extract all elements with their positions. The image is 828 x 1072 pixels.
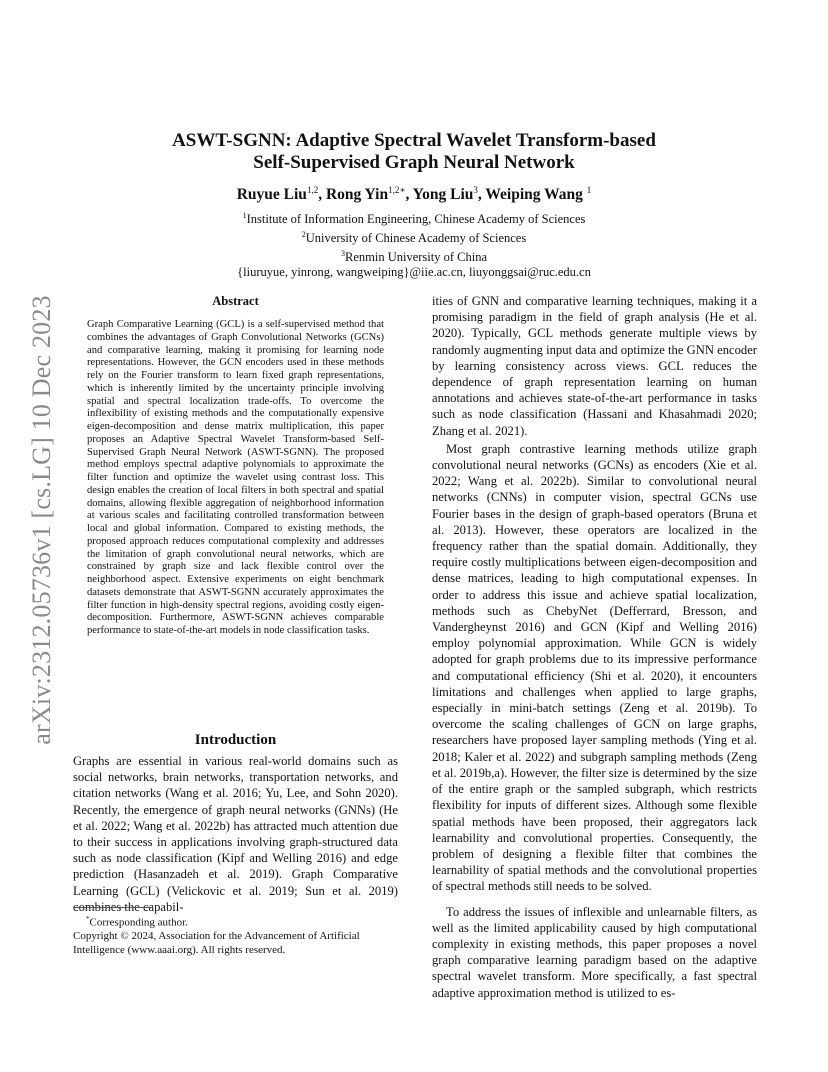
introduction-body (73, 753, 398, 915)
paper-title-line-1: ASWT-SGNN: Adaptive Spectral Wavelet Transform-based (172, 130, 656, 151)
affiliation-list (100, 208, 728, 280)
author-separator: , (318, 186, 326, 204)
author-separator: , (405, 186, 413, 204)
arxiv-identifier: arXiv:2312.05736v1 [cs.LG] 10 Dec 2023 (27, 295, 56, 745)
author-affiliation-mark: 1,2∗ (388, 185, 406, 195)
footnote-mark: * (86, 915, 90, 923)
author-affiliation-mark: 3 (473, 185, 478, 195)
affiliation-line (100, 208, 728, 227)
abstract-heading: Abstract (212, 294, 259, 308)
introduction-heading: Introduction (194, 732, 277, 748)
affiliation-text: University of Chinese Academy of Sciences (305, 231, 527, 246)
footnote-rule (73, 907, 153, 908)
right-column-body (432, 293, 757, 1001)
author-list (100, 185, 728, 204)
affiliation-mark: 3 (341, 249, 345, 259)
abstract-body (87, 319, 384, 638)
affiliation-text: Institute of Information Engineering, Chinese Academy of Sciences (246, 212, 586, 227)
arxiv-identifier-sidebar (22, 285, 62, 755)
paper-title (100, 130, 728, 174)
contact-emails: {liuruyue, yinrong, wangweiping}@iie.ac.cn, liuyonggsai@ruc.edu.cn (237, 265, 591, 280)
author-name: Yong Liu (412, 186, 474, 204)
author-name: Rong Yin (325, 186, 389, 204)
introduction-paragraph: Graphs are essential in various real-world domains such as social networks, brain networks, transportation networks, and citation networks (Wang et al. 2016; Yu, Lee, and Sohn 2020). Recently, the emergence of graph neural networks (GNNs) (He et al. 2022; Wang et al. 2022b) has attracted much attention due to their success in applications involving graph-structured data such as node classification (Kipf and Welling 2016) and edge prediction (Hasanzadeh et al. 2019). Graph Comparative Learning (GCL) (Velickovic et al. 2019; Sun et al. 2019) combines the capabil- (73, 754, 398, 914)
corresponding-author-text: Corresponding author. (89, 916, 188, 929)
footnote (73, 913, 398, 957)
copyright-notice: Copyright © 2024, Association for the Advancement of Artificial Intelligence (www.aaai.org). All rights reserved. (73, 930, 360, 956)
affiliation-line (100, 227, 728, 246)
author-name: Weiping Wang (485, 186, 587, 204)
affiliation-text: Renmin University of China (345, 250, 487, 265)
abstract-text: Graph Comparative Learning (GCL) is a self-supervised method that combines the advantages of Graph Convolutional Networks (GCNs) and comparative learning, making it promising for learning node representations. However, the GCN encoders used in these methods rely on the Fourier transform to learn fixed graph representations, which is inherently limited by the uncertainty principle involving spatial and spectral localization trade-offs. To overcome the inflexibility of existing methods and the computationally expensive eigen-decomposition and dense matrix multiplication, this paper proposes an Adaptive Spectral Wavelet Transform-based Self-Supervised Graph Neural Network (ASWT-SGNN). The proposed method employs spectral adaptive polynomials to approximate the filter function and optimize the wavelet using contrast loss. This design enables the creation of local filters in both spectral and spatial domains, allowing flexible aggregation of neighborhood information at various scales and facilitating controlled transformation between local and global information. Compared to existing methods, the proposed approach reduces computational complexity and addresses the limitation of graph convolutional neural networks, which are constrained by graph size and lack flexible control over the neighborhood aspect. Extensive experiments on eight benchmark datasets demonstrate that ASWT-SGNN accurately approximates the filter function in high-density spectral regions, avoiding costly eigen-decomposition. Furthermore, ASWT-SGNN achieves comparable performance to state-of-the-art models in node classification tasks. (87, 319, 384, 636)
paper-title-line-2: Self-Supervised Graph Neural Network (253, 152, 575, 173)
affiliation-mark: 1 (242, 211, 247, 220)
affiliation-mark: 2 (301, 230, 306, 240)
affiliation-line (100, 246, 728, 265)
author-name: Ruyue Liu (236, 186, 307, 204)
author-affiliation-mark: 1,2 (306, 185, 319, 195)
author-affiliation-mark: 1 (586, 185, 592, 195)
corresponding-author-note (73, 913, 398, 930)
author-separator: , (477, 186, 486, 204)
body-paragraph: ities of GNN and comparative learning techniques, making it a promising paradigm in the field of graph analysis (He et al. 2020). Typically, GCL methods generate multiple views by randomly augmenting input data and optimize the GNN encoder by learning consistency across views. GCL reduces the dependence of graph representation learning on human annotations and achieves state-of-the-art performance in tasks such as node classification (Hassani and Khasahmadi 2020; Zhang et al. 2021). (432, 294, 757, 438)
body-paragraph: Most graph contrastive learning methods utilize graph convolutional neural networks (GCNs) as encoders (Xie et al. 2022; Wang et al. 2022b). Similar to convolutional neural networks (CNNs) in computer vision, spectral GCNs use Fourier bases in the design of graph-based operators (Bruna et al. 2013). However, these operators are localized in the frequency rather than the spatial domain. Additionally, they require costly multiplications between eigen-decomposition and dense matrices, leading to high computational expenses. In order to address this issue and achieve spatial localization, methods such as ChebyNet (Defferrard, Bresson, and Vandergheynst 2016) and GCN (Kipf and Welling 2016) employ polynomial approximation. While GCN is widely adopted for graph problems due to its impressive performance and computational efficiency (Shi et al. 2020), it encounters limitations and challenges when applied to large graphs, especially in mini-batch settings (Zeng et al. 2019b). To overcome the scaling challenges of GCN on large graphs, researchers have proposed layer sampling methods (Ying et al. 2018; Kaler et al. 2022) and subgraph sampling methods (Zeng et al. 2019b,a). However, the filter size is determined by the size of the entire graph or the sampled subgraph, which restricts flexibility for inputs of different sizes. Although some flexible spatial methods have been proposed, their aggregators lack learnability and convolutional properties. Consequently, the problem of designing a flexible filter that combines the learnability of spatial methods and the convolutional properties of spectral methods still needs to be solved. (432, 441, 757, 894)
body-paragraph: To address the issues of inflexible and unlearnable filters, as well as the limited applicability caused by high computational complexity in existing methods, this paper proposes a novel graph comparative learning paradigm based on the adaptive spectral wavelet transform. More specifically, a fast spectral adaptive approximation method is utilized to es- (432, 904, 757, 1000)
